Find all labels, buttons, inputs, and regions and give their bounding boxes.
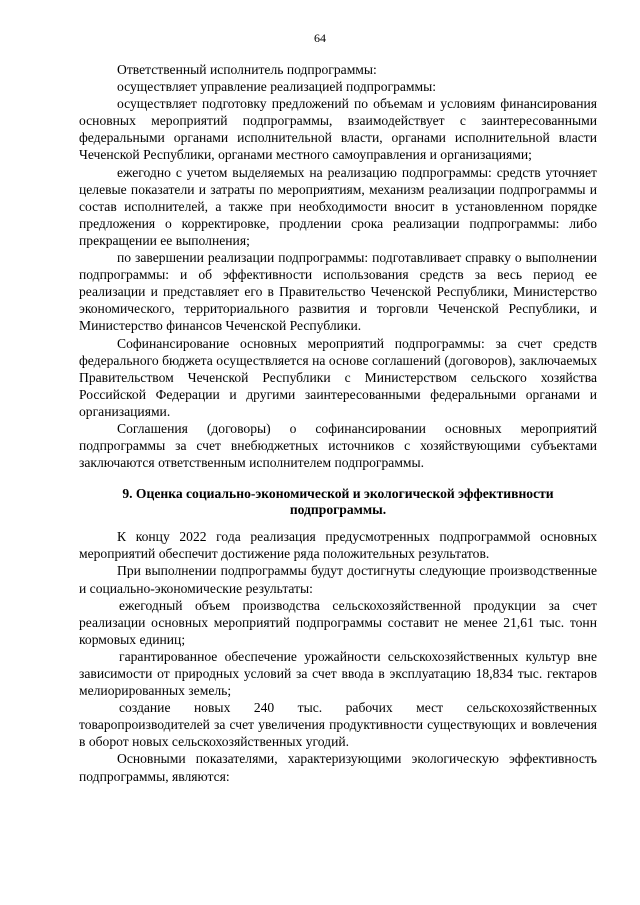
paragraph-completion-report: по завершении реализации подпрограммы: подготавливает справку о выполнении подпрограммы: и об эффективности использования средств за весь период ее реализации и представляет его в Правительство Чеченской Республики, Министерство экономического, территориального развития и торговли Чеченской Республики, и Министерство финансов Чеченской Республики. [79, 250, 597, 334]
paragraph-cofinancing-federal: Софинансирование основных мероприятий подпрограммы: за счет средств федерального бюджета осуществляется на основе соглашений (договоров), заключаемых Правительством Чеченской Республики с Министерством сельского хозяйства Российской Федерации и другими заинтересованными федеральными органами и организациями. [79, 335, 597, 419]
paragraph-cofinancing-agreements: Соглашения (договоры) о софинансировании основных мероприятий подпрограммы за счет внебюджетных источников с хозяйствующими субъектами заключаются ответственным исполнителем подпрограммы. [79, 420, 597, 471]
paragraph-by-end-2022: К концу 2022 года реализация предусмотренных подпрограммой основных мероприятий обеспечит достижение ряда положительных результатов. [79, 529, 597, 562]
paragraph-ecological-indicators: Основными показателями, характеризующими экологическую эффективность подпрограммы, являются: [79, 751, 597, 784]
paragraph-manages-implementation: осуществляет управление реализацией подпрограммы: [117, 79, 437, 95]
paragraph-prepares-proposals: осуществляет подготовку предложений по объемам и условиям финансирования основных мероприятий подпрограммы, взаимодействует с заинтересованными федеральными органами исполнительной власти, органами исполнительной власти Чеченской Республики, органами местного самоуправления и организациями; [79, 96, 597, 163]
section-heading: 9. Оценка социально-экономической и экологической эффективности подпрограммы. [122, 486, 554, 518]
paragraph-annually-refines: ежегодно с учетом выделяемых на реализацию подпрограммы: средств уточняет целевые показатели и затраты по мероприятиям, механизм реализации подпрограммы и состав исполнителей, а также при необходимости вносит в установленном порядке предложения о корректировке, продлении срока реализации подпрограммы: либо прекращении ее выполнения; [79, 164, 597, 248]
paragraph-responsible-executor: Ответственный исполнитель подпрограммы: [117, 62, 377, 77]
document-body [79, 61, 597, 785]
paragraph-result-production-volume: ежегодный объем производства сельскохозяйственной продукции за счет реализации основных мероприятий подпрограммы составит не менее 21,61 тыс. тонн кормовых единиц; [79, 597, 597, 647]
page-number: 64 [314, 31, 326, 45]
paragraph-result-guaranteed-yield: гарантированное обеспечение урожайности сельскохозяйственных культур вне зависимости от природных условий за счет ввода в эксплуатацию 18,834 тыс. гектаров мелиорированных земель; [79, 648, 597, 699]
paragraph-results-intro: При выполнении подпрограммы будут достигнуты следующие производственные и социально-экономические результаты: [79, 563, 597, 596]
paragraph-result-new-jobs: создание новых 240 тыс. рабочих мест сельскохозяйственных товаропроизводителей за счет увеличения продуктивности существующих и вовлечения в оборот новых сельскохозяйственных угодий. [79, 700, 597, 750]
